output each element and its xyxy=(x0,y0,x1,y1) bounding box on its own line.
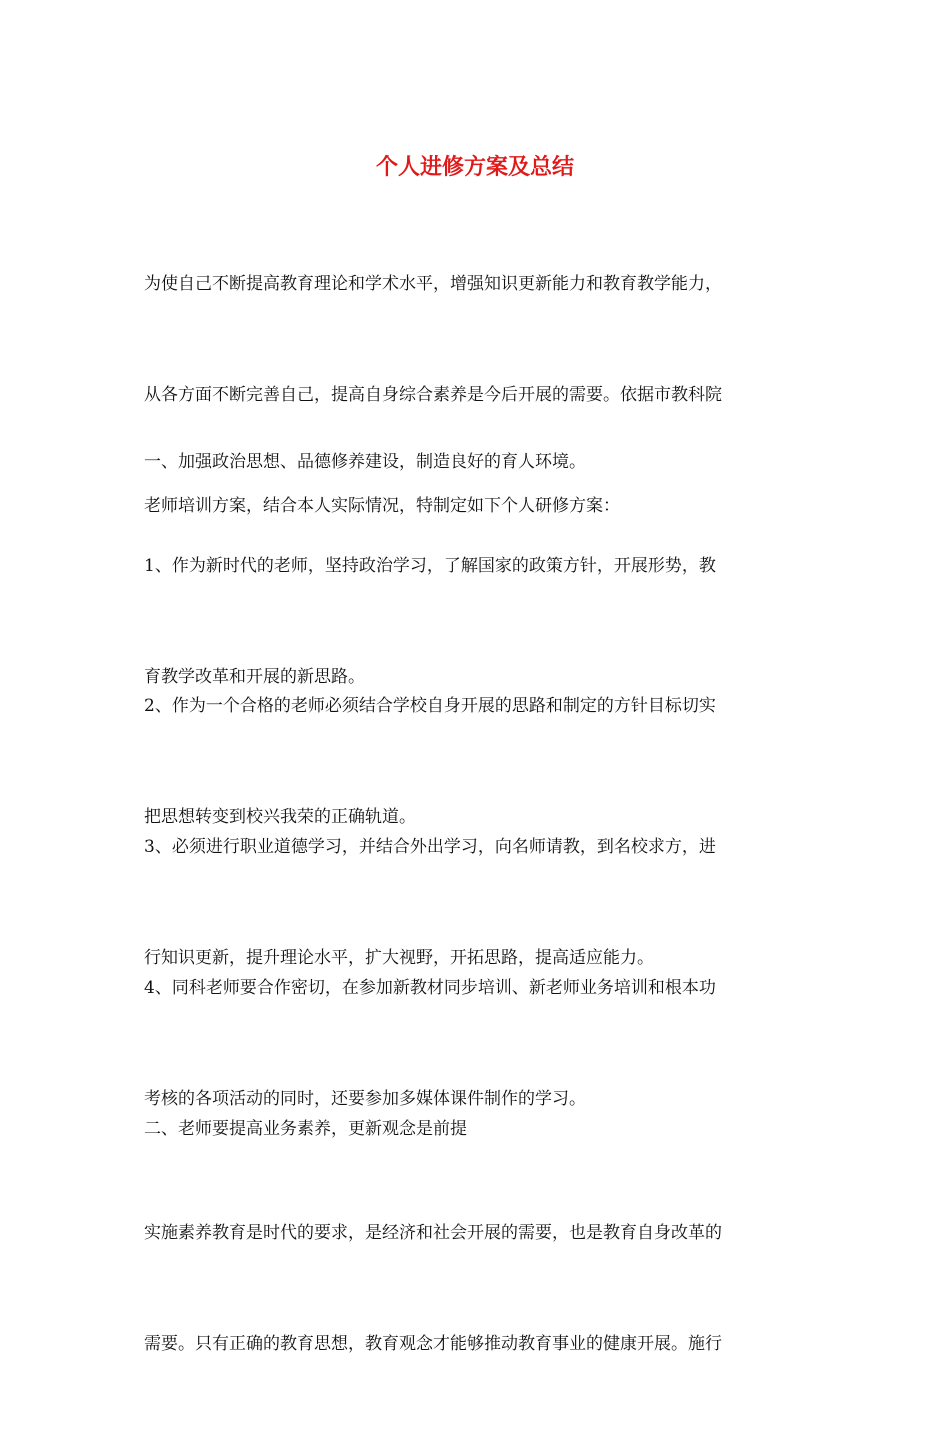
paragraph-line: 2、作为一个合格的老师必须结合学校自身开展的思路和制定的方针目标切实 xyxy=(144,696,716,716)
paragraph-line: 把思想转变到校兴我荣的正确轨道。 xyxy=(144,807,416,827)
paragraph-line: 3、必须进行职业道德学习，并结合外出学习，向名师请教，到名校求方，进 xyxy=(144,837,716,857)
paragraph-line: 老师培训方案，结合本人实际情况，特制定如下个人研修方案： xyxy=(144,496,620,516)
paragraph-line: 考核的各项活动的同时，还要参加多媒体课件制作的学习。 xyxy=(144,1089,586,1109)
paragraph-line: 为使自己不断提高教育理论和学术水平，增强知识更新能力和教育教学能力， xyxy=(144,274,722,294)
paragraph-section-2 xyxy=(144,1141,808,1437)
paragraph-line: 4、同科老师要合作密切，在参加新教材同步培训、新老师业务培训和根本功 xyxy=(144,978,716,998)
paragraph-line: 育教学改革和开展的新思路。 xyxy=(144,667,365,687)
paragraph-line: 1、作为新时代的老师，坚持政治学习，了解国家的政策方针，开展形势，教 xyxy=(144,556,716,576)
paragraph-line: 二、老师要提高业务素养，更新观念是前提 xyxy=(144,1119,467,1139)
document-title: 个人进修方案及总结 xyxy=(375,154,574,180)
paragraph-line: 从各方面不断完善自己，提高自身综合素养是今后开展的需要。依据市教科院 xyxy=(144,385,722,405)
paragraph-line: 一、加强政治思想、品德修养建设，制造良好的育人环境。 xyxy=(144,452,586,472)
paragraph-line: 行知识更新，提升理论水平，扩大视野，开拓思路，提高适应能力。 xyxy=(144,948,654,968)
paragraph-line: 需要。只有正确的教育思想，教育观念才能够推动教育事业的健康开展。施行 xyxy=(144,1334,722,1354)
paragraph-line: 实施素养教育是时代的要求，是经济和社会开展的需要，也是教育自身改革的 xyxy=(144,1223,722,1243)
